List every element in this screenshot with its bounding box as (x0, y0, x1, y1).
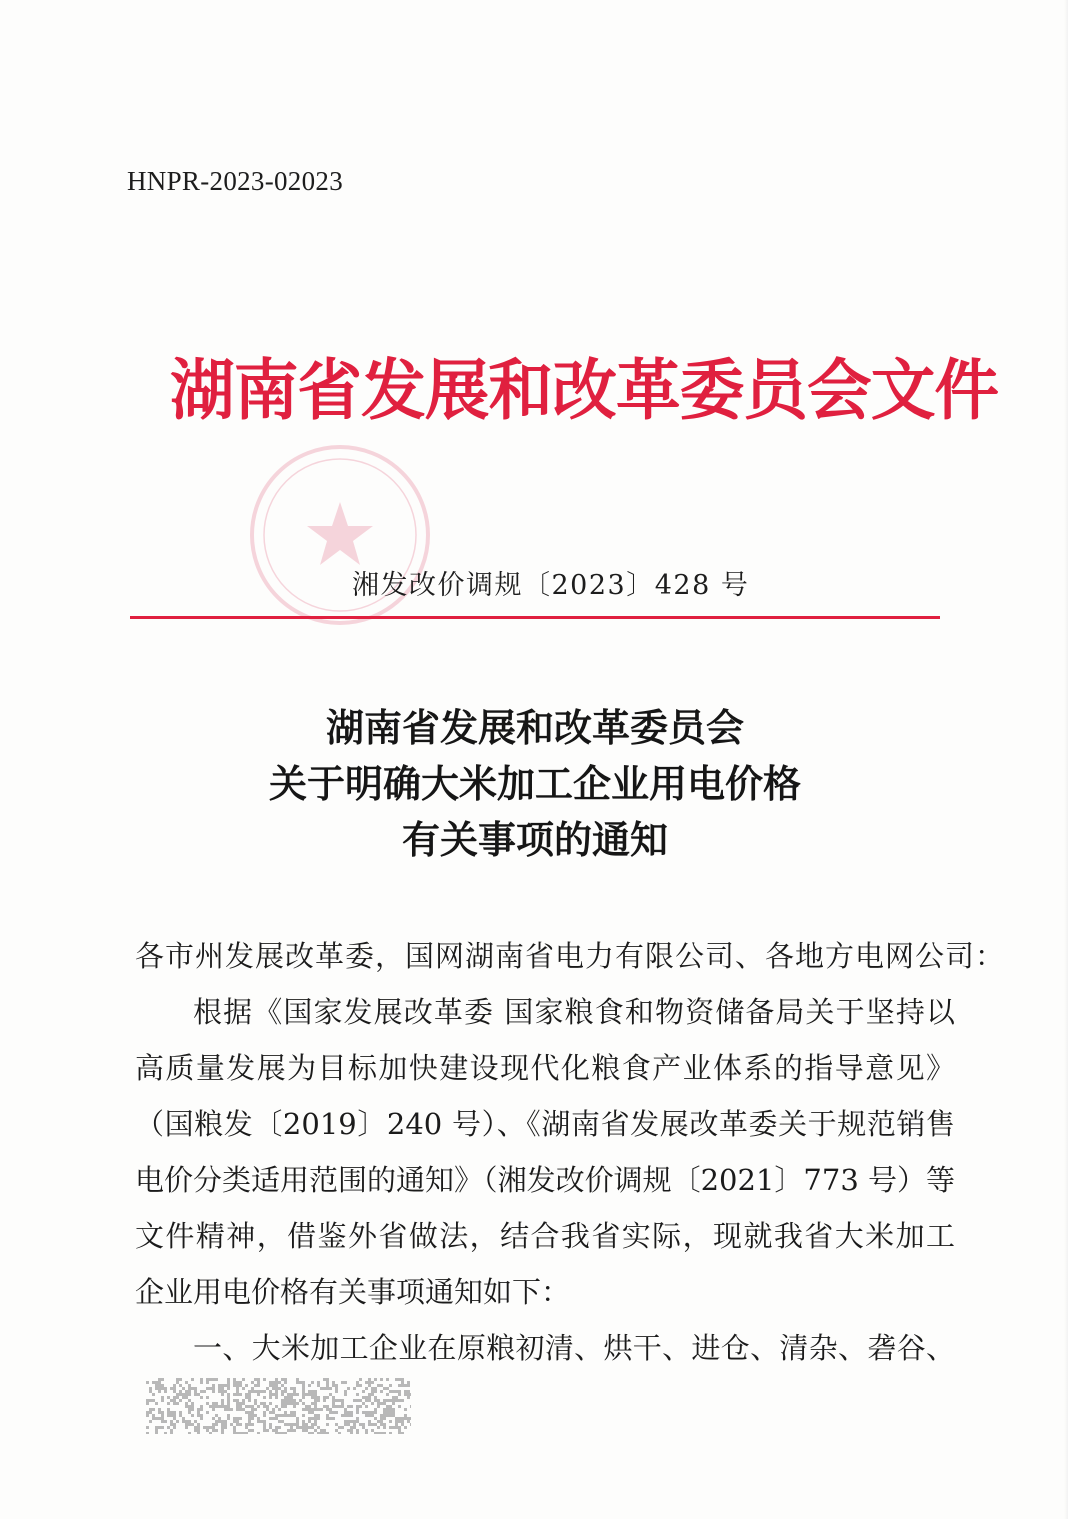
page-edge-shadow (1064, 0, 1068, 1519)
title-line: 关于明确大米加工企业用电价格 (268, 761, 801, 806)
paragraph-line: 根据《国家发展改革委 国家粮食和物资储备局关于坚持以 (193, 995, 955, 1029)
barcode-strip (146, 1378, 411, 1434)
title-line: 湖南省发展和改革委员会 (325, 705, 744, 750)
paragraph-line: 一、大米加工企业在原粮初清、烘干、进仓、清杂、砻谷、 (193, 1331, 955, 1365)
paragraph-line: 电价分类适用范围的通知》（湘发改价调规〔2021〕773 号）等 (135, 1163, 955, 1197)
document-number: 湘发改价调规〔2023〕428 号 (352, 570, 750, 601)
notice-title (130, 700, 940, 868)
salutation: 各市州发展改革委，国网湖南省电力有限公司、各地方电网公司： (135, 939, 1006, 973)
bleed-through-signature (200, 555, 236, 599)
notice-body (135, 928, 1006, 1376)
issuer-header-title: 湖南省发展和改革委员会文件 (170, 352, 999, 429)
paragraph-line: 企业用电价格有关事项通知如下： (135, 1275, 571, 1309)
document-code: HNPR-2023-02023 (127, 166, 344, 196)
paragraph-line: （国粮发〔2019〕240 号）、《湖南省发展改革委关于规范销售 (135, 1107, 955, 1141)
paragraph-line: 文件精神，借鉴外省做法，结合我省实际，现就我省大米加工 (135, 1219, 955, 1253)
paragraph-line: 高质量发展为目标加快建设现代化粮食产业体系的指导意见》 (135, 1051, 955, 1085)
red-divider-line (130, 616, 940, 619)
bleed-through-text (360, 160, 1000, 216)
title-line: 有关事项的通知 (401, 817, 668, 862)
